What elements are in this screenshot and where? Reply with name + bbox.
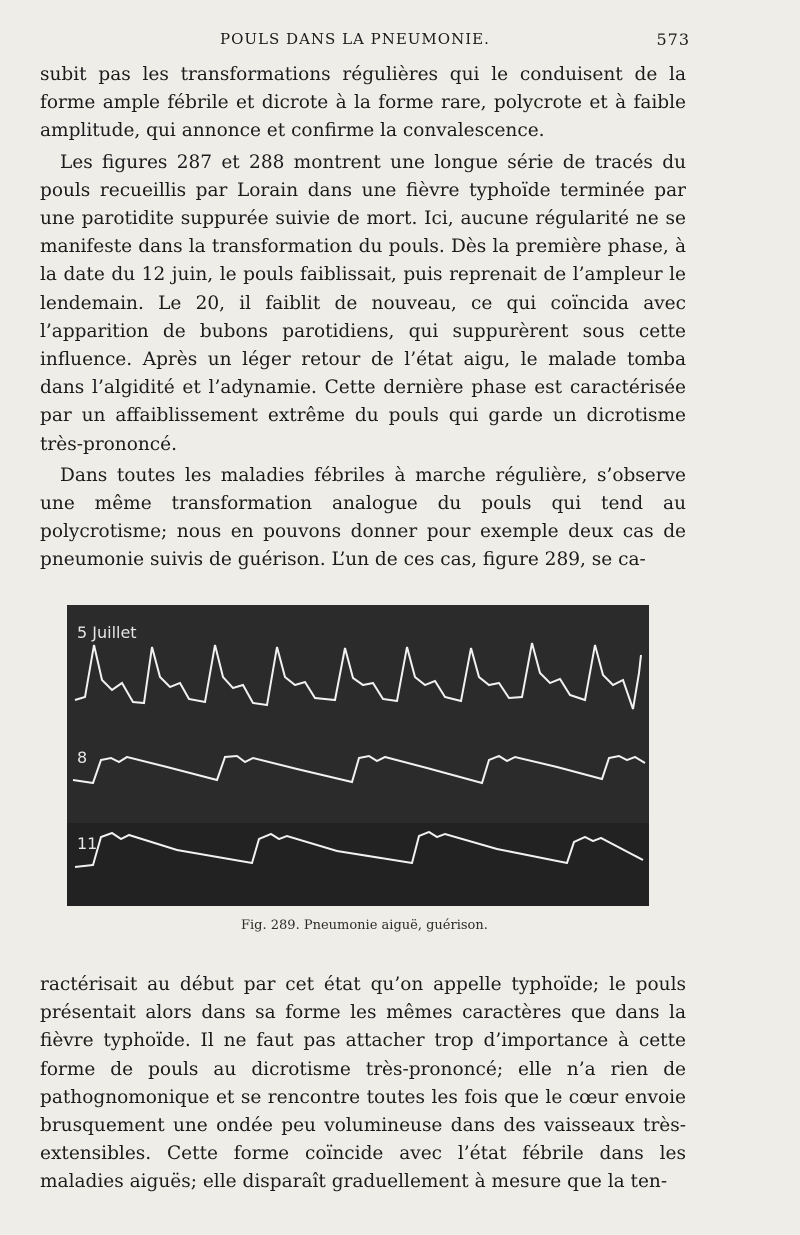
text-block-top: [40, 61, 686, 575]
paragraph-3: Dans toutes les maladies fébriles à marche régulière, s’observe une même transformation analogue du pouls qui tend au polycrotisme; nous en pouvons donner pour exemple deux cas de pneumonie suivis de guérison. L’un de ces cas, figure 289, se ca-: [40, 464, 686, 571]
paragraph-4: ractérisait au début par cet état qu’on appelle typhoïde; le pouls présentait alors dans sa forme les mêmes caractères que dans la fièvre typhoïde. Il ne faut pas attacher trop d’importance à cette forme de pouls au dicrotisme très-prononcé; elle n’a rien de pathognomonique et se rencontre toutes les fois que le cœur envoie brusquement une ondée peu volumineuse dans des vaisseaux très-extensibles. Cette forme coïncide avec l’état fébrile dans les maladies aiguës; elle disparaît graduellement à mesure que la ten-: [40, 974, 686, 1193]
page-number: 573: [656, 30, 690, 49]
running-title: POULS DANS LA PNEUMONIE.: [220, 30, 490, 48]
pulse-tracing-svg: [67, 605, 649, 906]
trace-label-2: 8: [77, 748, 88, 767]
text-block-bottom: [40, 971, 686, 1197]
paragraph-2: Les figures 287 et 288 montrent une longue série de tracés du pouls recueillis par Lorain dans une fièvre typhoïde terminée par une parotidite suppurée suivie de mort. Ici, aucune régularité ne se manifeste dans la transformation du pouls. Dès la première phase, à la date du 12 juin, le pouls faiblissait, puis reprenait de l’ampleur le lendemain. Le 20, il faiblit de nouveau, ce qui coïncida avec l’apparition de bubons parotidiens, qui suppurèrent sous cette influence. Après un léger retour de l’état aigu, le malade tomba dans l’algidité et l’adynamie. Cette dernière phase est caractérisée par un affaiblissement extrême du pouls qui garde un dicrotisme très-prononcé.: [40, 151, 686, 455]
trace-label-3: 11: [77, 834, 98, 853]
paragraph-1: subit pas les transformations régulières qui le conduisent de la forme ample fébrile et dicrote à la forme rare, polycrote et à faible amplitude, qui annonce et confirme la convalescence.: [40, 64, 686, 142]
running-head: [40, 30, 690, 54]
trace-label-1: 5 Juillet: [77, 623, 137, 642]
figure-caption: Fig. 289. Pneumonie aiguë, guérison.: [241, 918, 488, 933]
figure-lower-band: [67, 823, 649, 906]
pulse-tracing-figure: [67, 605, 649, 906]
